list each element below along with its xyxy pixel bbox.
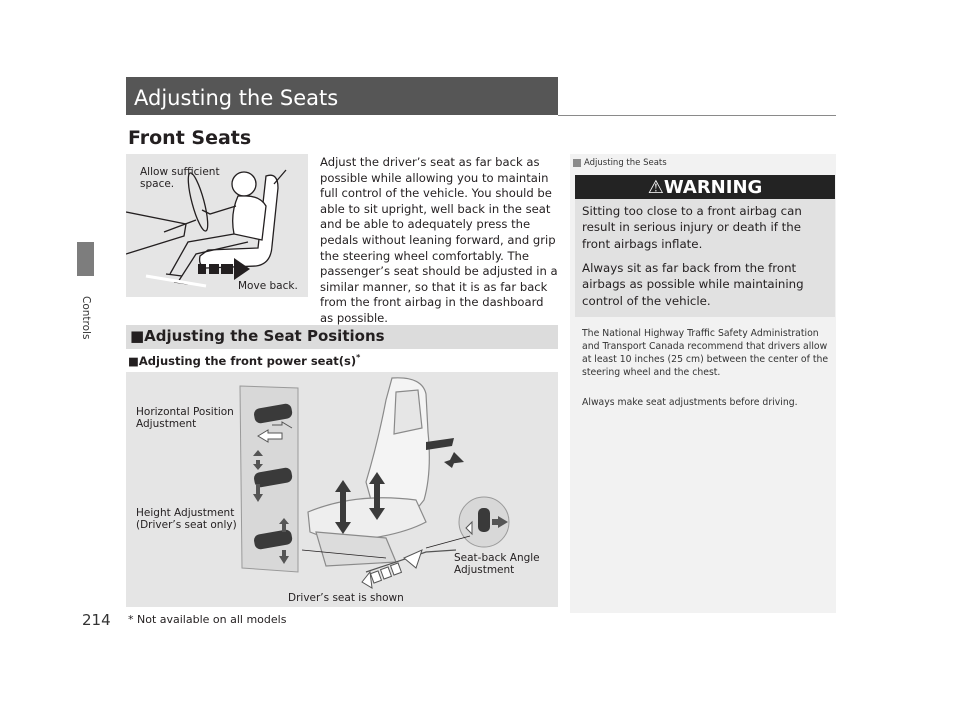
warning-triangle-icon: ⚠ <box>647 177 664 198</box>
nhtsa-note: The National Highway Traffic Safety Administration and Transport Canada recommend that drivers allow at least 10 inches (25 cm) between the center of the steering wheel and the chest. <box>582 328 829 378</box>
note-heading: Adjusting the Seats <box>584 158 667 168</box>
driver-posture-figure <box>126 154 308 297</box>
figure-caption: Driver’s seat is shown <box>288 592 404 604</box>
seatback-angle-label: Seat-back Angle Adjustment <box>454 552 540 576</box>
section-heading: Front Seats <box>128 127 252 149</box>
seatback-switch <box>459 497 509 547</box>
warning-text-1: Sitting too close to a front airbag can result in serious injury or death if the front airbags inflate. <box>582 204 802 251</box>
height-adjust-label: Height Adjustment (Driver’s seat only) <box>136 507 237 531</box>
seat-switch-panel <box>240 386 298 572</box>
seat-adjust-note: Always make seat adjustments before driving. <box>582 397 798 408</box>
chapter-tab <box>77 242 94 276</box>
subsection-title: ■Adjusting the Seat Positions <box>130 327 385 345</box>
warning-text-2: Always sit as far back from the front airbags as possible while maintaining control of the vehicle. <box>582 261 804 308</box>
note-icon <box>573 159 581 167</box>
page-number: 214 <box>82 611 111 629</box>
power-seat-figure <box>126 372 558 607</box>
warning-header: ⚠WARNING <box>575 175 835 199</box>
title-rule <box>558 115 836 116</box>
chapter-label: Controls <box>80 296 92 340</box>
horizontal-adjust-label: Horizontal Position Adjustment <box>136 406 234 430</box>
intro-paragraph: Adjust the driver’s seat as far back as possible while allowing you to maintain full control of the vehicle. You should be able to sit upright, well back in the seat and be able to adequately press the pedals without leaning forward, and grip the steering wheel comfortably. The passenger’s seat should be adjusted in a similar manner, so that it is as far back from the front airbag in the dashboard as possible. <box>320 155 558 325</box>
allow-space-label: Allow sufficient space. <box>140 166 220 190</box>
move-back-label: Move back. <box>238 280 298 292</box>
seatback-arrows-icon <box>426 438 464 468</box>
page-title: Adjusting the Seats <box>134 86 339 110</box>
seat-illustration <box>308 378 456 572</box>
power-seat-heading: ■Adjusting the front power seat(s)* <box>128 353 361 368</box>
footnote: * Not available on all models <box>128 613 287 626</box>
